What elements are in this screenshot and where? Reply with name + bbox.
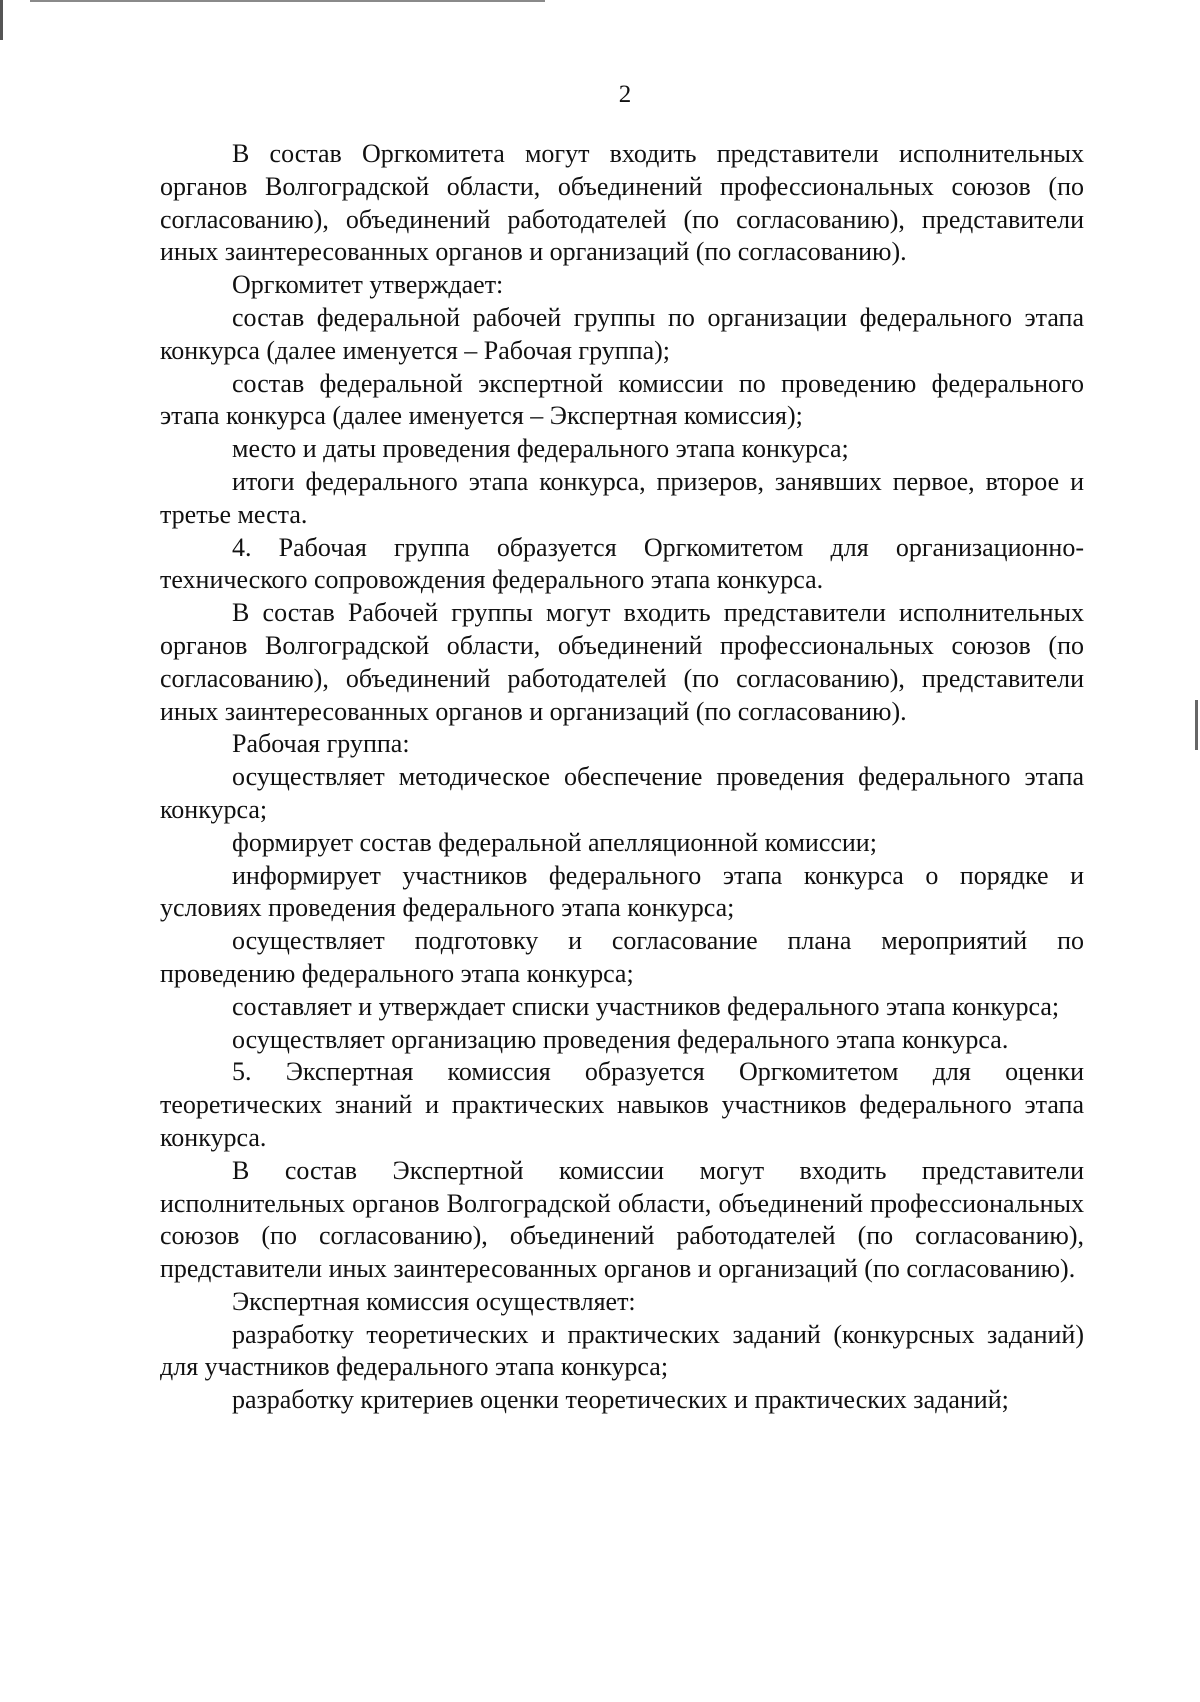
paragraph: итоги федерального этапа конкурса, призеров, занявших первое, второе и третье места. (160, 466, 1084, 529)
paragraph: В состав Рабочей группы могут входить представители исполнительных органов Волгоградской области, объединений профессиональных союзов (по согласованию), объединений работодателей (по согласованию), представители иных заинтересованных органов и организаций (по согласованию). (160, 598, 1084, 726)
paragraph: разработку теоретических и практических заданий (конкурсных заданий) для участников федерального этапа конкурса; (160, 1319, 1084, 1382)
paragraph: информирует участников федерального этапа конкурса о порядке и условиях проведения федерального этапа конкурса; (160, 860, 1084, 923)
paragraph: Рабочая группа: (232, 729, 410, 759)
paragraph: состав федеральной экспертной комиссии по проведению федерального этапа конкурса (далее именуется – Экспертная комиссия); (160, 368, 1084, 431)
paragraph: осуществляет подготовку и согласование плана мероприятий по проведению федерального этапа конкурса; (160, 926, 1084, 988)
paragraph: состав федеральной рабочей группы по организации федерального этапа конкурса (далее именуется – Рабочая группа); (160, 302, 1084, 365)
paragraph: Оргкомитет утверждает: (232, 270, 504, 300)
paragraph: В состав Оргкомитета могут входить представители исполнительных органов Волгоградской области, объединений профессиональных союзов (по согласованию), объединений работодателей (по согласованию), представители иных заинтересованных органов и организаций (по согласованию). (160, 139, 1084, 267)
scan-edge-line (30, 0, 545, 2)
page-number: 2 (618, 81, 632, 108)
paragraph: 5. Экспертная комиссия образуется Оргкомитетом для оценки теоретических знаний и практических навыков участников федерального этапа конкурса. (160, 1057, 1084, 1152)
document-body (160, 138, 1084, 1417)
paragraph: осуществляет методическое обеспечение проведения федерального этапа конкурса; (160, 762, 1084, 824)
paragraph: 4. Рабочая группа образуется Оргкомитетом для организационно-технического сопровождения федерального этапа конкурса. (160, 532, 1084, 595)
scan-edge-mark-right (1195, 700, 1198, 750)
paragraph: составляет и утверждает списки участников федерального этапа конкурса; (232, 991, 1060, 1021)
paragraph: формирует состав федеральной апелляционной комиссии; (232, 827, 877, 857)
scan-edge-mark-left (0, 0, 3, 40)
paragraph: место и даты проведения федерального этапа конкурса; (232, 434, 849, 464)
paragraph: разработку критериев оценки теоретических и практических заданий; (232, 1385, 1009, 1415)
paragraph: Экспертная комиссия осуществляет: (232, 1286, 636, 1316)
paragraph: В состав Экспертной комиссии могут входить представители исполнительных органов Волгоградской области, объединений профессиональных союзов (по согласованию), объединений работодателей (по согласованию), представители иных заинтересованных органов и организаций (по согласованию). (160, 1155, 1084, 1284)
paragraph: осуществляет организацию проведения федерального этапа конкурса. (232, 1024, 1009, 1054)
